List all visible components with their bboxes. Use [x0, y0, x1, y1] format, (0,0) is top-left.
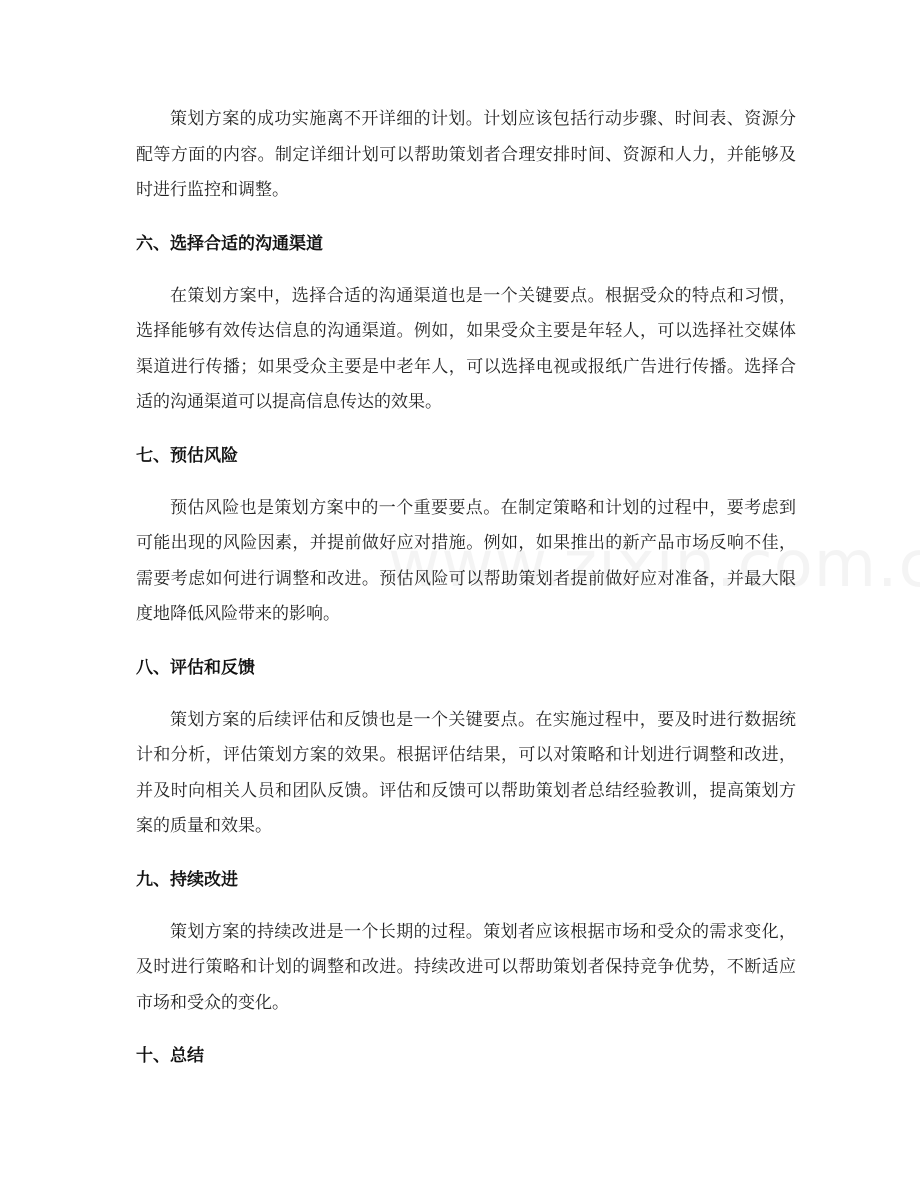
paragraph-communication-channels: 在策划方案中，选择合适的沟通渠道也是一个关键要点。根据受众的特点和习惯，选择能够有效传达信息的沟通渠道。例如，如果受众主要是年轻人，可以选择社交媒体渠道进行传播；如果受众主要是中老年人，可以选择电视或报纸广告进行传播。选择合适的沟通渠道可以提高信息传达的效果。 — [136, 285, 796, 412]
paragraph-planning: 策划方案的成功实施离不开详细的计划。计划应该包括行动步骤、时间表、资源分配等方面的内容。制定详细计划可以帮助策划者合理安排时间、资源和人力，并能够及时进行监控和调整。 — [136, 109, 796, 200]
heading-section-7: 七、预估风险 — [136, 445, 238, 466]
heading-section-8: 八、评估和反馈 — [136, 657, 255, 678]
heading-section-9: 九、持续改进 — [136, 869, 238, 890]
heading-section-10: 十、总结 — [136, 1046, 204, 1066]
paragraph-continuous-improvement: 策划方案的持续改进是一个长期的过程。策划者应该根据市场和受众的需求变化，及时进行策略和计划的调整和改进。持续改进可以帮助策划者保持竞争优势，不断适应市场和受众的变化。 — [136, 921, 796, 1013]
document-body — [136, 102, 796, 1068]
paragraph-risk-estimation: 预估风险也是策划方案中的一个重要要点。在制定策略和计划的过程中，要考虑到可能出现的风险因素，并提前做好应对措施。例如，如果推出的新产品市场反响不佳，需要考虑如何进行调整和改进。预估风险可以帮助策划者提前做好应对准备，并最大限度地降低风险带来的影响。 — [136, 497, 796, 624]
paragraph-evaluation-feedback: 策划方案的后续评估和反馈也是一个关键要点。在实施过程中，要及时进行数据统计和分析，评估策划方案的效果。根据评估结果，可以对策略和计划进行调整和改进，并及时向相关人员和团队反馈。评估和反馈可以帮助策划者总结经验教训，提高策划方案的质量和效果。 — [136, 709, 796, 836]
heading-section-6: 六、选择合适的沟通渠道 — [136, 233, 323, 254]
